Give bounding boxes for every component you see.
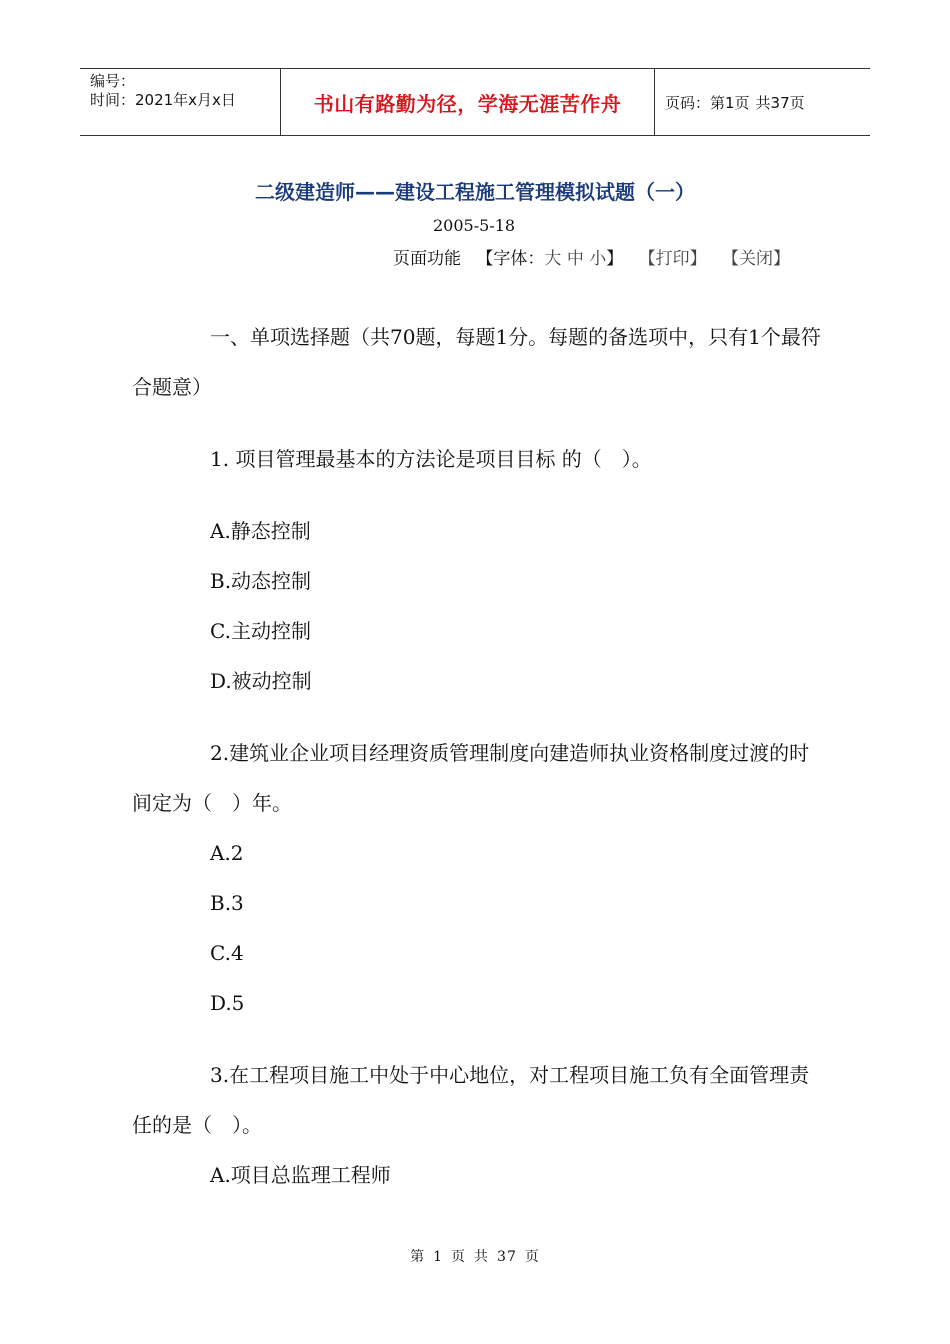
close-link[interactable]: 【关闭】 [722,249,791,269]
question-2-option-d: D.5 [210,991,245,1015]
font-medium-link[interactable]: 中 [566,249,584,269]
document-title: 二级建造师——建设工程施工管理模拟试题（一） [255,180,695,204]
footer-page-num: 1 [433,1249,444,1265]
font-large-link[interactable]: 大 [544,249,562,269]
question-1-option-b: B.动态控制 [210,569,312,593]
section-intro: 一、单项选择题（共70题，每题1分。每题的备选项中，只有1个最符合题意） [132,325,821,399]
page-functions-label: 页面功能 [393,249,461,269]
page-footer [0,1246,950,1266]
question-2-option-b: B.3 [210,891,244,915]
question-1-option-c: C.主动控制 [210,619,311,643]
footer-total-num: 37 [497,1249,517,1265]
question-2-option-c: C.4 [210,941,244,965]
header-table [80,68,870,136]
font-open-bracket: 【字体： [476,249,545,269]
header-page-cell [655,69,870,135]
question-3-option-a: A.项目总监理工程师 [210,1163,391,1187]
code-label: 编号： [90,72,136,90]
exam-content [132,312,822,1200]
question-3: 3.在工程项目施工中处于中心地位，对工程项目施工负有全面管理责任的是（ ）。 [132,1063,810,1137]
font-small-link[interactable]: 小 [589,249,607,269]
footer-total-prefix: 共 [474,1249,490,1265]
page-label: 页码：第1页 [665,93,750,112]
time-label: 时间：2021年x月x日 [90,91,236,109]
page-functions [393,244,790,269]
total-label: 共37页 [755,93,805,112]
question-1-option-a: A.静态控制 [210,519,311,543]
question-2-option-a: A.2 [210,841,244,865]
question-2: 2.建筑业企业项目经理资质管理制度向建造师执业资格制度过渡的时间定为（ ）年。 [132,741,810,815]
question-1-option-d: D.被动控制 [210,669,312,693]
footer-page-prefix: 第 [410,1249,426,1265]
footer-total-unit: 页 [524,1249,540,1265]
document-date: 2005-5-18 [433,216,516,235]
footer-page-unit: 页 [451,1249,467,1265]
print-link[interactable]: 【打印】 [638,249,707,269]
font-close-bracket: 】 [606,249,624,269]
motto: 书山有路勤为径，学海无涯苦作舟 [313,91,622,116]
header-motto-cell [281,69,655,135]
question-1: 1. 项目管理最基本的方法论是项目目标 的（ ）。 [210,447,652,471]
header-meta-cell [80,69,281,135]
